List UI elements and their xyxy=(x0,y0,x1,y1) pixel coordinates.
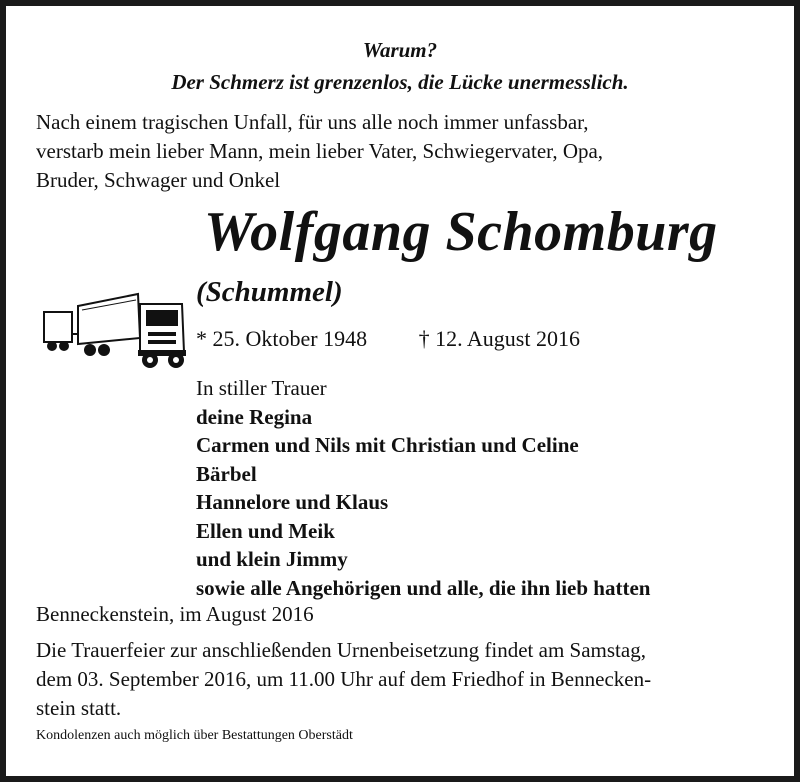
intro-line: Bruder, Schwager und Onkel xyxy=(36,168,281,192)
mourner-entry: und klein Jimmy xyxy=(196,547,348,571)
intro-line: Nach einem tragischen Unfall, für uns alle noch immer unfassbar, xyxy=(36,110,589,134)
mourner-entry: Ellen und Meik xyxy=(196,518,335,543)
mourner-entry: Bärbel xyxy=(196,461,257,486)
ceremony-line: dem 03. September 2016, um 11.00 Uhr auf dem Friedhof in Bennecken- xyxy=(36,667,652,691)
mourners-lead: In stiller Trauer xyxy=(196,376,327,400)
mourner-entry: deine Regina xyxy=(196,404,313,429)
mourner-entry: Carmen und Nils mit Christian und Celine xyxy=(196,433,579,457)
heading-quote: Der Schmerz ist grenzenlos, die Lücke unermesslich. xyxy=(171,70,629,94)
ceremony-line: stein statt. xyxy=(36,696,122,720)
mourner-entry: sowie alle Angehörigen und alle, die ihn lieb hatten xyxy=(196,575,651,600)
mourner-entry: Hannelore und Klaus xyxy=(196,490,389,514)
deceased-name: Wolfgang Schomburg xyxy=(204,201,718,263)
heading-question: Warum? xyxy=(362,38,438,62)
mourners-list xyxy=(196,374,650,602)
death-date: † 12. August 2016 xyxy=(418,326,580,351)
place-date: Benneckenstein, im August 2016 xyxy=(36,602,314,626)
deceased-nickname: (Schummel) xyxy=(196,276,343,308)
condolences-note: Kondolenzen auch möglich über Bestattungen Oberstädt xyxy=(36,728,353,743)
truck-icon xyxy=(42,290,188,372)
ceremony-line: Die Trauerfeier zur anschließenden Urnenbeisetzung findet am Samstag, xyxy=(36,638,646,662)
intro-line: verstarb mein lieber Mann, mein lieber Vater, Schwiegervater, Opa, xyxy=(36,139,604,163)
life-dates xyxy=(196,326,580,352)
obituary-content xyxy=(36,6,764,776)
intro-text xyxy=(36,108,764,195)
birth-date: * 25. Oktober 1948 xyxy=(196,326,368,351)
ceremony-text xyxy=(36,636,764,723)
